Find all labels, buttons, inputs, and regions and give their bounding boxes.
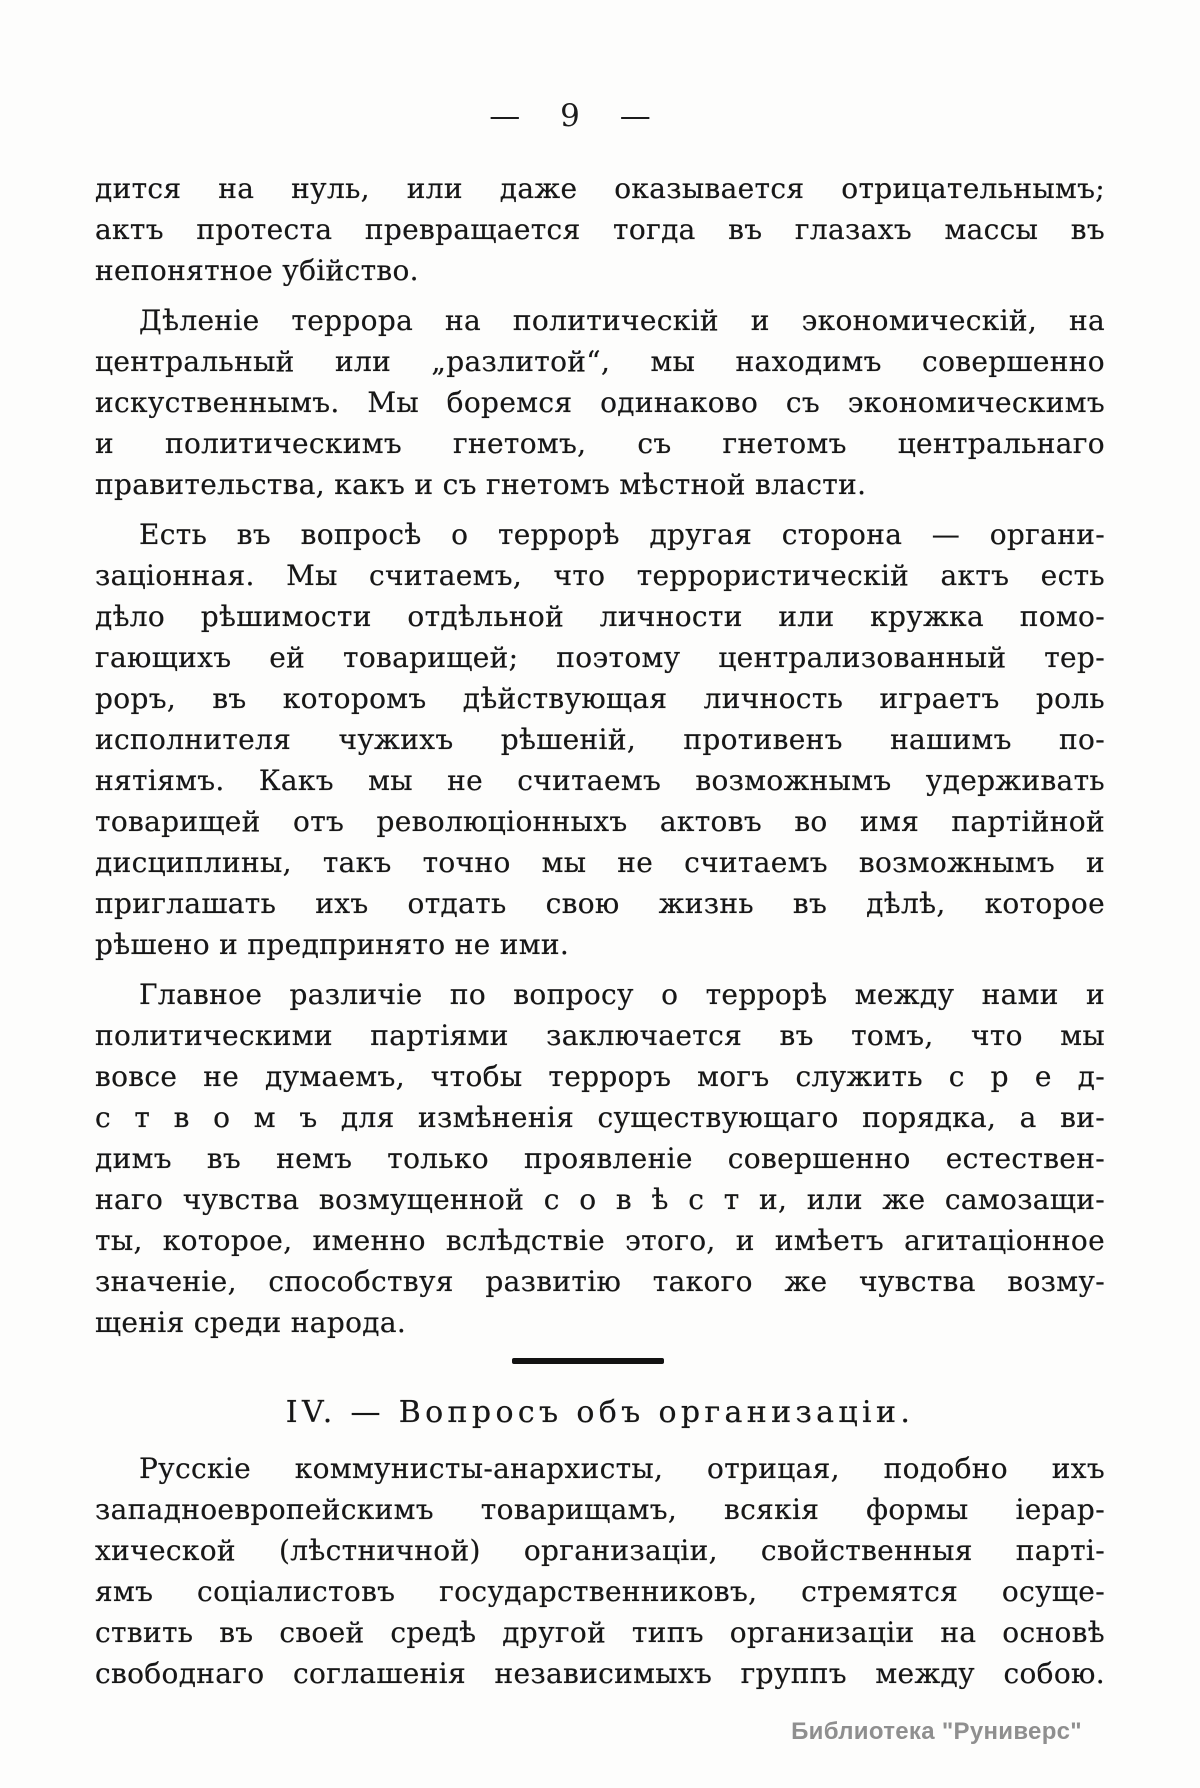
text-line: и политическимъ гнетомъ, съ гнетомъ центральнаго [95, 427, 1105, 460]
text-line: свободнаго соглашенія независимыхъ группъ между собою. [95, 1657, 1105, 1690]
text-line: заціонная. Мы считаемъ, что террористическій актъ есть [95, 559, 1105, 592]
text-line: Русскіе коммунисты-анархисты, отрицая, подобно ихъ [139, 1452, 1105, 1485]
paragraph [95, 168, 1105, 291]
library-watermark: Библиотека "Руниверс" [791, 1718, 1082, 1745]
text-line: дисциплины, такъ точно мы не считаемъ возможнымъ и [95, 846, 1105, 879]
text-line: рѣшено и предпринято не ими. [95, 928, 570, 961]
page-number-left-dash: — [489, 98, 521, 134]
text-line: западноевропейскимъ товарищамъ, всякія формы іерар- [95, 1493, 1105, 1526]
text-line: Дѣленіе террора на политическій и экономическій, на [139, 304, 1105, 337]
text-line: ямъ соціалистовъ государственниковъ, стремятся осуще- [95, 1575, 1105, 1608]
text-line: исполнителя чужихъ рѣшеній, противенъ нашимъ по- [95, 723, 1105, 756]
text-block [95, 168, 1105, 1703]
paragraph [95, 514, 1105, 965]
text-line: приглашать ихъ отдать свою жизнь въ дѣлѣ, которое [95, 887, 1105, 920]
text-line: щенія среди народа. [95, 1306, 407, 1339]
text-line: актъ протеста превращается тогда въ глазахъ массы въ [95, 213, 1105, 246]
text-line: наго чувства возмущенной с о в ѣ с т и, или же самозащи- [95, 1183, 1105, 1216]
text-line: непонятное убійство. [95, 254, 419, 287]
text-line: ствить въ своей средѣ другой типъ организаціи на основѣ [95, 1616, 1105, 1649]
page-number [0, 98, 1140, 134]
paragraph [95, 300, 1105, 505]
page-number-right-dash: — [619, 98, 651, 134]
text-line: с т в о м ъ для измѣненія существующаго порядка, а ви- [95, 1101, 1105, 1134]
text-line: хической (лѣстничной) организаціи, свойственныя парті- [95, 1534, 1105, 1567]
text-line: нятіямъ. Какъ мы не считаемъ возможнымъ удерживать [95, 764, 1105, 797]
text-line: искуственнымъ. Мы боремся одинаково съ экономическимъ [95, 386, 1105, 419]
text-line: Есть въ вопросѣ о террорѣ другая сторона — органи- [139, 518, 1105, 551]
paragraph [95, 1448, 1105, 1694]
text-line: центральный или „разлитой“, мы находимъ совершенно [95, 345, 1105, 378]
text-line: правительства, какъ и съ гнетомъ мѣстной власти. [95, 468, 867, 501]
section-divider [512, 1358, 664, 1364]
text-line: гающихъ ей товарищей; поэтому централизованный тер- [95, 641, 1105, 674]
text-line: вовсе не думаемъ, чтобы терроръ могъ служить с р е д- [95, 1060, 1105, 1093]
text-line: дится на нуль, или даже оказывается отрицательнымъ; [95, 172, 1105, 205]
text-line: ты, которое, именно вслѣдствіе этого, и имѣетъ агитаціонное [95, 1224, 1105, 1257]
text-line: роръ, въ которомъ дѣйствующая личность играетъ роль [95, 682, 1105, 715]
text-line: Главное различіе по вопросу о террорѣ между нами и [139, 978, 1105, 1011]
text-line: дѣло рѣшимости отдѣльной личности или кружка помо- [95, 600, 1105, 633]
text-line: товарищей отъ революціонныхъ актовъ во имя партійной [95, 805, 1105, 838]
text-line: политическими партіями заключается въ томъ, что мы [95, 1019, 1105, 1052]
text-line: димъ въ немъ только проявленіе совершенно естествен- [95, 1142, 1105, 1175]
text-line: значеніе, способствуя развитію такого же чувства возму- [95, 1265, 1105, 1298]
paragraph [95, 974, 1105, 1343]
page-number-value: 9 [560, 98, 580, 134]
section-heading: IV. — Вопросъ объ организаціи. [285, 1395, 915, 1430]
